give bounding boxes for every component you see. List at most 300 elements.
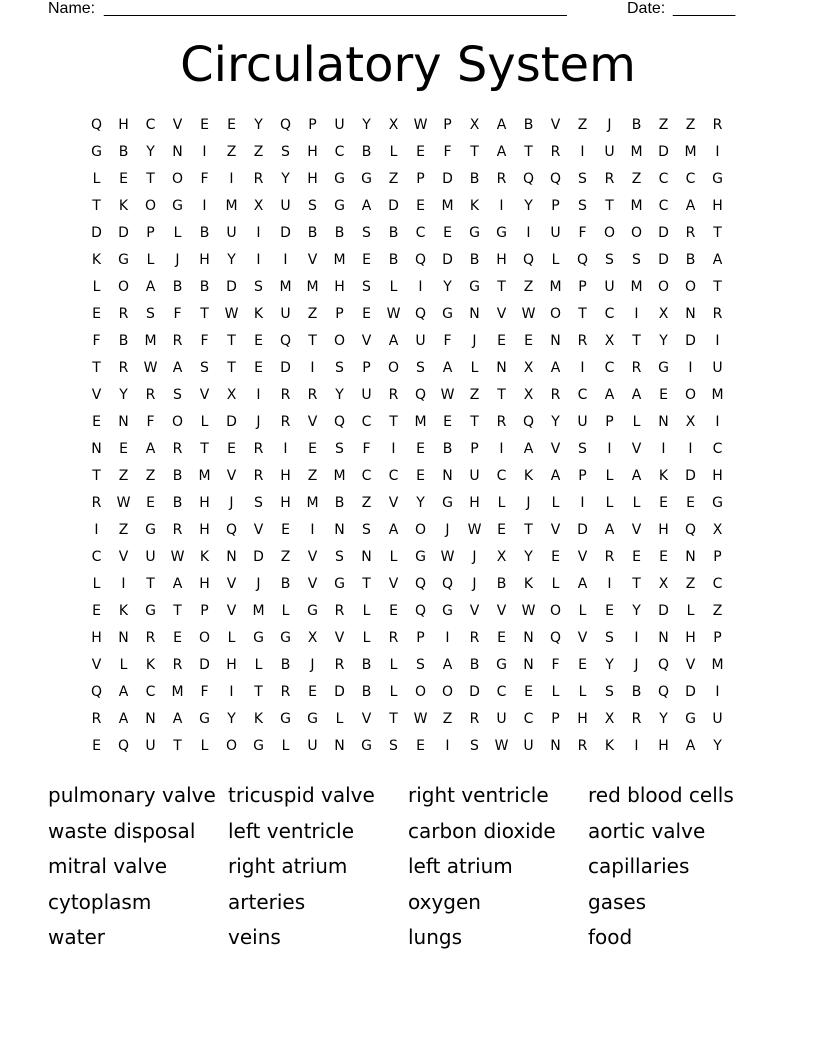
date-blank-line: _______ [673, 0, 736, 17]
word-list [48, 778, 768, 958]
grid-letter: L [389, 684, 398, 700]
grid-letter: S [335, 549, 344, 565]
grid-letter: Q [225, 522, 238, 538]
grid-letter: B [523, 117, 534, 133]
grid-letter: Z [442, 711, 453, 727]
grid-letter: V [334, 630, 345, 646]
grid-letter: R [469, 630, 480, 646]
grid-letter: B [199, 225, 210, 241]
grid-letter: A [550, 468, 561, 484]
word-list-item: food [588, 925, 633, 949]
page-title: Circulatory System [180, 37, 636, 93]
grid-letter: Y [362, 117, 371, 133]
grid-letter: H [280, 495, 291, 511]
grid-row [83, 708, 731, 735]
grid-letter: G [145, 603, 156, 619]
grid-letter: N [334, 522, 345, 538]
grid-letter: P [146, 225, 155, 241]
grid-letter: L [551, 576, 560, 592]
grid-letter: P [713, 630, 722, 646]
grid-letter: T [389, 711, 398, 727]
name-blank-line: ____________________________________________________ [104, 0, 567, 17]
grid-letter: Q [522, 171, 535, 187]
grid-letter: P [605, 414, 614, 430]
grid-letter: H [118, 117, 129, 133]
grid-letter: X [712, 522, 723, 538]
grid-letter: O [630, 225, 643, 241]
grid-row [83, 600, 731, 627]
grid-letter: M [630, 279, 643, 295]
grid-letter: E [659, 549, 668, 565]
grid-letter: Z [712, 603, 723, 619]
grid-letter: U [334, 117, 345, 133]
grid-letter: R [712, 117, 723, 133]
grid-letter: B [172, 468, 183, 484]
grid-letter: M [630, 198, 643, 214]
grid-letter: L [497, 495, 506, 511]
grid-letter: S [173, 387, 182, 403]
grid-letter: F [173, 306, 182, 322]
grid-letter: A [631, 387, 642, 403]
grid-letter: R [118, 306, 129, 322]
grid-letter: B [172, 495, 183, 511]
grid-letter: A [496, 117, 507, 133]
grid-row [83, 357, 731, 384]
grid-letter: C [577, 387, 588, 403]
grid-letter: D [577, 522, 588, 538]
grid-row [83, 411, 731, 438]
grid-letter: U [469, 468, 480, 484]
grid-letter: O [225, 738, 238, 754]
grid-letter: U [496, 711, 507, 727]
grid-letter: I [634, 738, 639, 754]
grid-letter: B [334, 495, 345, 511]
grid-letter: T [470, 414, 479, 430]
grid-letter: V [307, 549, 318, 565]
grid-letter: C [685, 171, 696, 187]
grid-letter: R [334, 657, 345, 673]
grid-letter: J [634, 657, 639, 673]
grid-letter: E [362, 252, 371, 268]
grid-letter: E [146, 495, 155, 511]
grid-letter: P [578, 279, 587, 295]
grid-letter: V [307, 414, 318, 430]
word-list-item: gases [588, 889, 647, 914]
grid-letter: S [416, 657, 425, 673]
grid-letter: R [253, 171, 264, 187]
grid-letter: S [254, 495, 263, 511]
grid-letter: L [632, 414, 641, 430]
grid-letter: D [280, 360, 291, 376]
grid-letter: O [144, 198, 157, 214]
grid-letter: K [253, 306, 264, 322]
grid-letter: V [577, 630, 588, 646]
grid-letter: R [172, 657, 183, 673]
grid-letter: N [226, 549, 237, 565]
grid-letter: Y [632, 603, 641, 619]
grid-letter: R [172, 441, 183, 457]
grid-row [83, 303, 731, 330]
grid-letter: N [334, 738, 345, 754]
grid-letter: T [713, 225, 722, 241]
grid-letter: L [335, 711, 344, 727]
grid-letter: W [440, 549, 455, 565]
grid-letter: Z [685, 576, 696, 592]
grid-letter: J [472, 576, 477, 592]
grid-letter: V [226, 468, 237, 484]
grid-letter: S [605, 252, 614, 268]
grid-letter: E [308, 441, 317, 457]
grid-letter: B [334, 225, 345, 241]
grid-letter: P [308, 117, 317, 133]
grid-letter: F [200, 684, 209, 700]
grid-letter: W [413, 117, 428, 133]
grid-letter: V [361, 333, 372, 349]
grid-letter: Y [146, 144, 155, 160]
grid-letter: I [229, 684, 234, 700]
grid-row [83, 114, 731, 141]
grid-letter: D [685, 468, 696, 484]
grid-letter: B [685, 252, 696, 268]
grid-letter: V [91, 657, 102, 673]
grid-letter: C [658, 171, 669, 187]
grid-letter: E [119, 171, 128, 187]
grid-letter: S [416, 360, 425, 376]
grid-letter: R [172, 522, 183, 538]
grid-letter: E [686, 495, 695, 511]
grid-letter: N [685, 549, 696, 565]
grid-letter: M [630, 144, 643, 160]
grid-letter: T [389, 414, 398, 430]
grid-letter: S [578, 198, 587, 214]
grid-letter: I [202, 144, 207, 160]
grid-letter: V [91, 387, 102, 403]
grid-letter: T [173, 603, 182, 619]
grid-letter: L [146, 252, 155, 268]
grid-letter: I [445, 630, 450, 646]
grid-letter: B [631, 117, 642, 133]
grid-letter: G [469, 225, 480, 241]
grid-letter: H [307, 171, 318, 187]
grid-letter: P [416, 171, 425, 187]
grid-letter: Z [226, 144, 237, 160]
grid-letter: L [551, 684, 560, 700]
grid-letter: X [685, 414, 696, 430]
grid-letter: G [496, 657, 507, 673]
grid-letter: N [550, 738, 561, 754]
grid-letter: F [443, 333, 452, 349]
grid-letter: K [253, 711, 264, 727]
grid-letter: X [604, 333, 615, 349]
grid-letter: M [252, 603, 265, 619]
grid-row [83, 222, 731, 249]
grid-letter: G [442, 495, 453, 511]
grid-letter: E [443, 225, 452, 241]
grid-letter: S [578, 441, 587, 457]
grid-letter: S [200, 360, 209, 376]
grid-letter: L [578, 603, 587, 619]
grid-letter: W [143, 360, 158, 376]
word-list-item: capillaries [588, 854, 690, 878]
grid-letter: M [279, 279, 292, 295]
grid-letter: Q [414, 252, 427, 268]
grid-letter: G [415, 549, 426, 565]
word-list-item: right atrium [228, 854, 348, 878]
grid-letter: K [604, 738, 615, 754]
grid-row [83, 276, 731, 303]
grid-letter: L [686, 603, 695, 619]
grid-letter: L [92, 576, 101, 592]
grid-letter: I [202, 198, 207, 214]
grid-row [83, 438, 731, 465]
grid-letter: Z [307, 306, 318, 322]
grid-letter: R [631, 711, 642, 727]
grid-letter: T [227, 360, 236, 376]
grid-letter: X [604, 711, 615, 727]
grid-letter: N [685, 306, 696, 322]
grid-letter: A [685, 738, 696, 754]
grid-letter: E [173, 630, 182, 646]
grid-letter: M [333, 468, 346, 484]
grid-letter: I [256, 387, 261, 403]
grid-letter: H [226, 657, 237, 673]
grid-letter: C [604, 306, 615, 322]
grid-letter: L [281, 738, 290, 754]
grid-letter: Q [576, 252, 589, 268]
grid-letter: Y [227, 711, 236, 727]
grid-letter: M [144, 333, 157, 349]
grid-letter: E [362, 306, 371, 322]
grid-letter: K [118, 603, 129, 619]
grid-letter: N [361, 549, 372, 565]
grid-letter: F [362, 441, 371, 457]
word-list-item: waste disposal [48, 818, 196, 843]
grid-letter: E [254, 360, 263, 376]
grid-letter: A [604, 522, 615, 538]
word-list-item: cytoplasm [48, 889, 152, 914]
grid-letter: I [418, 279, 423, 295]
grid-letter: B [388, 252, 399, 268]
grid-letter: W [521, 603, 536, 619]
grid-letter: N [658, 630, 669, 646]
grid-letter: B [469, 252, 480, 268]
grid-letter: I [715, 414, 720, 430]
grid-letter: L [551, 252, 560, 268]
grid-letter: Z [118, 522, 129, 538]
grid-letter: D [226, 279, 237, 295]
grid-letter: S [470, 738, 479, 754]
grid-letter: Z [145, 468, 156, 484]
grid-letter: H [199, 576, 210, 592]
grid-letter: C [388, 468, 399, 484]
grid-letter: D [199, 657, 210, 673]
grid-row [83, 519, 731, 546]
grid-letter: U [280, 198, 291, 214]
grid-letter: I [121, 576, 126, 592]
grid-letter: I [256, 252, 261, 268]
grid-letter: F [578, 225, 587, 241]
grid-letter: B [469, 171, 480, 187]
grid-letter: X [658, 576, 669, 592]
grid-letter: A [496, 144, 507, 160]
grid-letter: S [281, 144, 290, 160]
grid-letter: D [334, 684, 345, 700]
grid-letter: C [523, 711, 534, 727]
grid-letter: V [685, 657, 696, 673]
grid-letter: L [119, 657, 128, 673]
grid-letter: H [199, 495, 210, 511]
grid-letter: G [334, 171, 345, 187]
grid-letter: B [172, 279, 183, 295]
grid-letter: R [91, 711, 102, 727]
grid-letter: C [91, 549, 102, 565]
grid-letter: E [497, 333, 506, 349]
grid-letter: I [715, 684, 720, 700]
grid-letter: B [361, 657, 372, 673]
grid-letter: W [224, 306, 239, 322]
grid-letter: E [254, 333, 263, 349]
grid-letter: T [173, 738, 182, 754]
grid-letter: H [199, 252, 210, 268]
grid-letter: G [712, 495, 723, 511]
grid-letter: E [92, 306, 101, 322]
grid-letter: G [496, 225, 507, 241]
grid-row [83, 168, 731, 195]
grid-letter: Q [279, 333, 292, 349]
grid-letter: M [333, 252, 346, 268]
word-list-item: carbon dioxide [408, 818, 556, 843]
grid-letter: J [472, 333, 477, 349]
grid-row [83, 735, 731, 762]
grid-letter: U [361, 387, 372, 403]
grid-letter: I [580, 144, 585, 160]
grid-letter: O [198, 630, 211, 646]
grid-letter: O [333, 333, 346, 349]
grid-letter: M [306, 279, 319, 295]
word-list-item: pulmonary valve [48, 783, 216, 807]
grid-letter: H [469, 495, 480, 511]
grid-letter: J [310, 657, 315, 673]
grid-letter: L [389, 657, 398, 673]
grid-letter: T [524, 522, 533, 538]
grid-letter: D [388, 198, 399, 214]
grid-letter: W [116, 495, 131, 511]
grid-letter: W [521, 306, 536, 322]
grid-letter: R [145, 630, 156, 646]
grid-letter: M [414, 414, 427, 430]
grid-letter: R [604, 171, 615, 187]
grid-letter: O [549, 603, 562, 619]
grid-letter: G [712, 171, 723, 187]
grid-letter: G [253, 738, 264, 754]
grid-letter: D [658, 603, 669, 619]
grid-letter: Y [227, 252, 236, 268]
grid-letter: Z [118, 468, 129, 484]
letter-grid [83, 114, 731, 762]
grid-letter: P [443, 117, 452, 133]
grid-letter: G [361, 171, 372, 187]
grid-letter: H [199, 522, 210, 538]
grid-row [83, 654, 731, 681]
grid-letter: C [145, 684, 156, 700]
grid-letter: C [658, 198, 669, 214]
grid-letter: V [631, 441, 642, 457]
grid-letter: V [388, 576, 399, 592]
grid-letter: G [361, 738, 372, 754]
grid-letter: G [280, 630, 291, 646]
grid-letter: Y [605, 657, 614, 673]
grid-letter: H [334, 279, 345, 295]
word-list-item: left ventricle [228, 818, 355, 843]
grid-letter: R [388, 630, 399, 646]
grid-letter: K [658, 468, 669, 484]
grid-letter: G [334, 576, 345, 592]
grid-letter: G [307, 603, 318, 619]
grid-letter: Z [631, 171, 642, 187]
grid-letter: R [604, 549, 615, 565]
grid-letter: D [118, 225, 129, 241]
grid-letter: E [416, 144, 425, 160]
grid-letter: D [685, 333, 696, 349]
grid-letter: T [254, 684, 263, 700]
grid-letter: P [551, 711, 560, 727]
grid-letter: P [551, 198, 560, 214]
grid-letter: H [307, 144, 318, 160]
grid-letter: A [685, 198, 696, 214]
grid-letter: D [658, 225, 669, 241]
grid-letter: Z [577, 117, 588, 133]
grid-letter: N [145, 711, 156, 727]
grid-letter: U [712, 360, 723, 376]
grid-letter: O [684, 387, 697, 403]
grid-letter: W [170, 549, 185, 565]
grid-letter: Z [469, 387, 480, 403]
grid-row [83, 384, 731, 411]
grid-letter: S [335, 360, 344, 376]
grid-letter: E [497, 522, 506, 538]
grid-letter: V [550, 441, 561, 457]
grid-letter: A [172, 576, 183, 592]
grid-letter: B [118, 144, 129, 160]
grid-letter: V [631, 522, 642, 538]
grid-letter: H [712, 468, 723, 484]
grid-letter: A [550, 360, 561, 376]
grid-row [83, 465, 731, 492]
grid-letter: F [200, 333, 209, 349]
grid-letter: Z [361, 495, 372, 511]
grid-letter: I [94, 522, 99, 538]
grid-letter: M [684, 144, 697, 160]
grid-letter: T [524, 144, 533, 160]
grid-letter: Y [524, 198, 533, 214]
grid-letter: S [605, 684, 614, 700]
grid-letter: G [334, 198, 345, 214]
grid-letter: G [685, 711, 696, 727]
grid-letter: R [577, 738, 588, 754]
grid-letter: D [442, 252, 453, 268]
grid-letter: K [118, 198, 129, 214]
grid-letter: R [550, 144, 561, 160]
grid-letter: U [523, 738, 534, 754]
grid-letter: V [577, 549, 588, 565]
word-list-item: right ventricle [408, 783, 549, 807]
grid-letter: Q [522, 414, 535, 430]
grid-letter: N [91, 441, 102, 457]
grid-letter: E [119, 441, 128, 457]
grid-letter: D [658, 144, 669, 160]
grid-letter: I [580, 495, 585, 511]
grid-letter: V [226, 576, 237, 592]
